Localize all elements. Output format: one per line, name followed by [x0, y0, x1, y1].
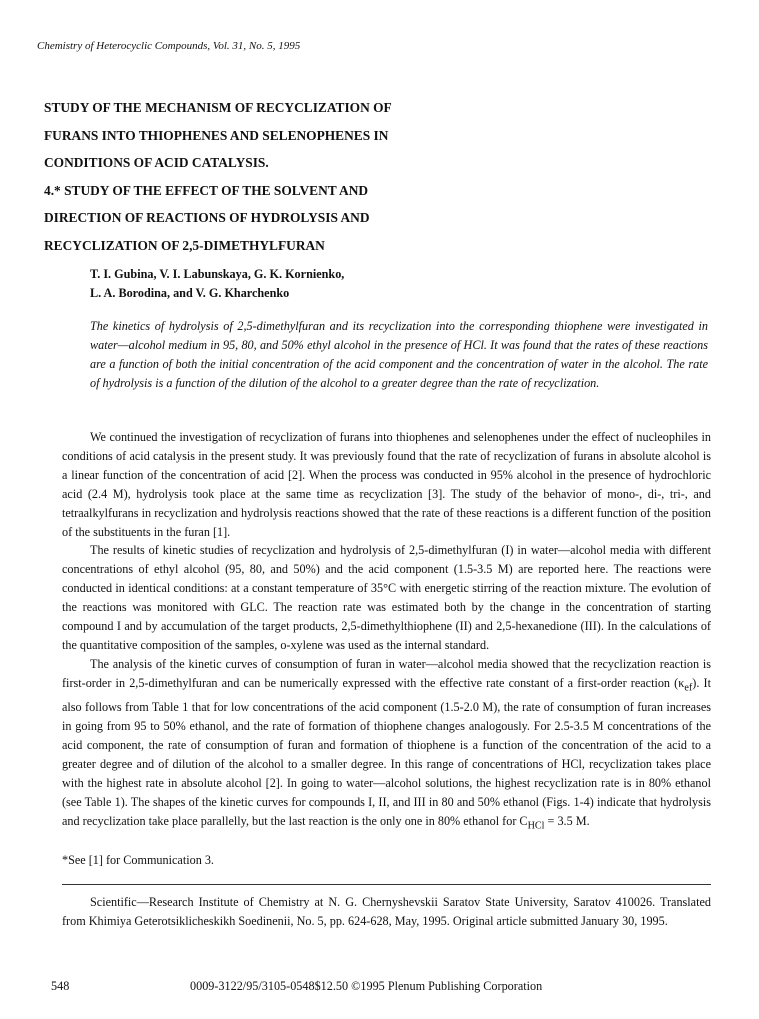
title-line: DIRECTION OF REACTIONS OF HYDROLYSIS AND — [44, 210, 370, 225]
subscript: HCl — [527, 820, 545, 831]
journal-header: Chemistry of Heterocyclic Compounds, Vol. 31, No. 5, 1995 — [37, 40, 301, 52]
title-line: CONDITIONS OF ACID CATALYSIS. — [44, 155, 269, 170]
footer-code: 0009-3122/95/3105-0548$12.50 ©1995 Plenum Publishing Corporation — [190, 979, 543, 993]
author-list — [90, 265, 344, 303]
article-title — [44, 94, 704, 259]
paragraph: The results of kinetic studies of recyclization and hydrolysis of 2,5-dimethylfuran (I) in water—alcohol media with different concentrations of ethyl alcohol (95, 80, and 50%) and the acid component (1.5-3.5 M) are reported here. The reactions were conducted in identical conditions: at a constant temperature of 35°C with energetic stirring of the reaction mixture. The evolution of the reactions was monitored with GLC. The reaction rate was estimated both by the change in the concentration of starting compound I and by accumulation of the target products, 2,5-dimethylthiophene (II) and 2,5-hexanedione (III). In the calculations of the quantitative composition of the samples, o-xylene was used as the internal standard. — [62, 543, 711, 652]
author-line: L. A. Borodina, and V. G. Kharchenko — [90, 286, 290, 300]
affiliation-text: Scientific—Research Institute of Chemistry at N. G. Chernyshevskii Saratov State University, Saratov 410026. Translated from Khimiya Geterotsiklicheskikh Soedinenii, No. 5, pp. 624-628, May, 1995. Original article submitted January 30, 1995. — [62, 895, 711, 928]
abstract: The kinetics of hydrolysis of 2,5-dimethylfuran and its recyclization into the corresponding thiophene were investigated in water—alcohol medium in 95, 80, and 50% ethyl alcohol in the presence of HCl. It was found that the rates of these reactions are a function of both the initial concentration of the acid component and the concentration of water in the alcohol. The rate of hydrolysis is a function of the dilution of the alcohol to a greater degree than the rate of recyclization. — [90, 319, 708, 390]
footnote: *See [1] for Communication 3. — [62, 853, 214, 867]
subscript: ef — [684, 682, 693, 694]
title-line: RECYCLIZATION OF 2,5-DIMETHYLFURAN — [44, 237, 325, 253]
page-number: 548 — [51, 979, 70, 993]
title-line: FURANS INTO THIOPHENES AND SELENOPHENES IN — [44, 127, 389, 143]
paragraph — [62, 655, 711, 836]
affiliation — [62, 893, 711, 930]
title-line: STUDY OF THE MECHANISM OF RECYCLIZATION OF — [44, 100, 392, 115]
paragraph-text: = 3.5 M. — [544, 813, 590, 828]
title-line: 4.* STUDY OF THE EFFECT OF THE SOLVENT AND — [44, 182, 369, 198]
paragraph-text: The analysis of the kinetic curves of consumption of furan in water—alcohol media showed that the recyclization reaction is first-order in 2,5-dimethylfuran and can be numerically expressed with the effective rate constant of a first-order reaction (κ — [62, 656, 711, 690]
paragraph-text: ). It also follows from Table 1 that for low concentrations of the acid component (1.5-2.0 M), the rate of consumption of furan increases in going from 95 to 50% ethanol, and the rate of formation of thiophene changes analogously. For 2.5-3.5 M concentrations of the acid component, the rate of consumption of furan and formation of thiophene is a function of the concentration of the acid to a greater degree and of dilution of the alcohol to a smaller degree. In this range of concentrations of HCl, recyclization takes place with the highest rate in absolute alcohol [2]. In going to water—alcohol solutions, the highest recyclization rate is in 80% ethanol (see Table 1). The shapes of the kinetic curves for compounds I, II, and III in 80 and 50% ethanol (Figs. 1-4) indicate that hydrolysis and recyclization take place parallelly, but the last reaction is the only one in 80% ethanol for C — [62, 675, 711, 828]
divider — [62, 884, 711, 885]
body-text — [62, 428, 711, 836]
author-line: T. I. Gubina, V. I. Labunskaya, G. K. Kornienko, — [90, 267, 345, 281]
paragraph: We continued the investigation of recyclization of furans into thiophenes and selenophenes under the effect of nucleophiles in conditions of acid catalysis in the present study. It was previously found that the rate of recyclization of furans in absolute alcohol is a linear function of the concentration of acid [2]. When the process was conducted in 95% alcohol in the presence of hydrochloric acid (2.4 M), hydrolysis took place at the same time as recyclization [3]. The study of the behavior of mono-, di-, tri-, and tetraalkylfurans in recyclization and hydrolysis reactions showed that the rate of these reactions is a different function of the position of the substituents in the furan [1]. — [62, 430, 711, 539]
